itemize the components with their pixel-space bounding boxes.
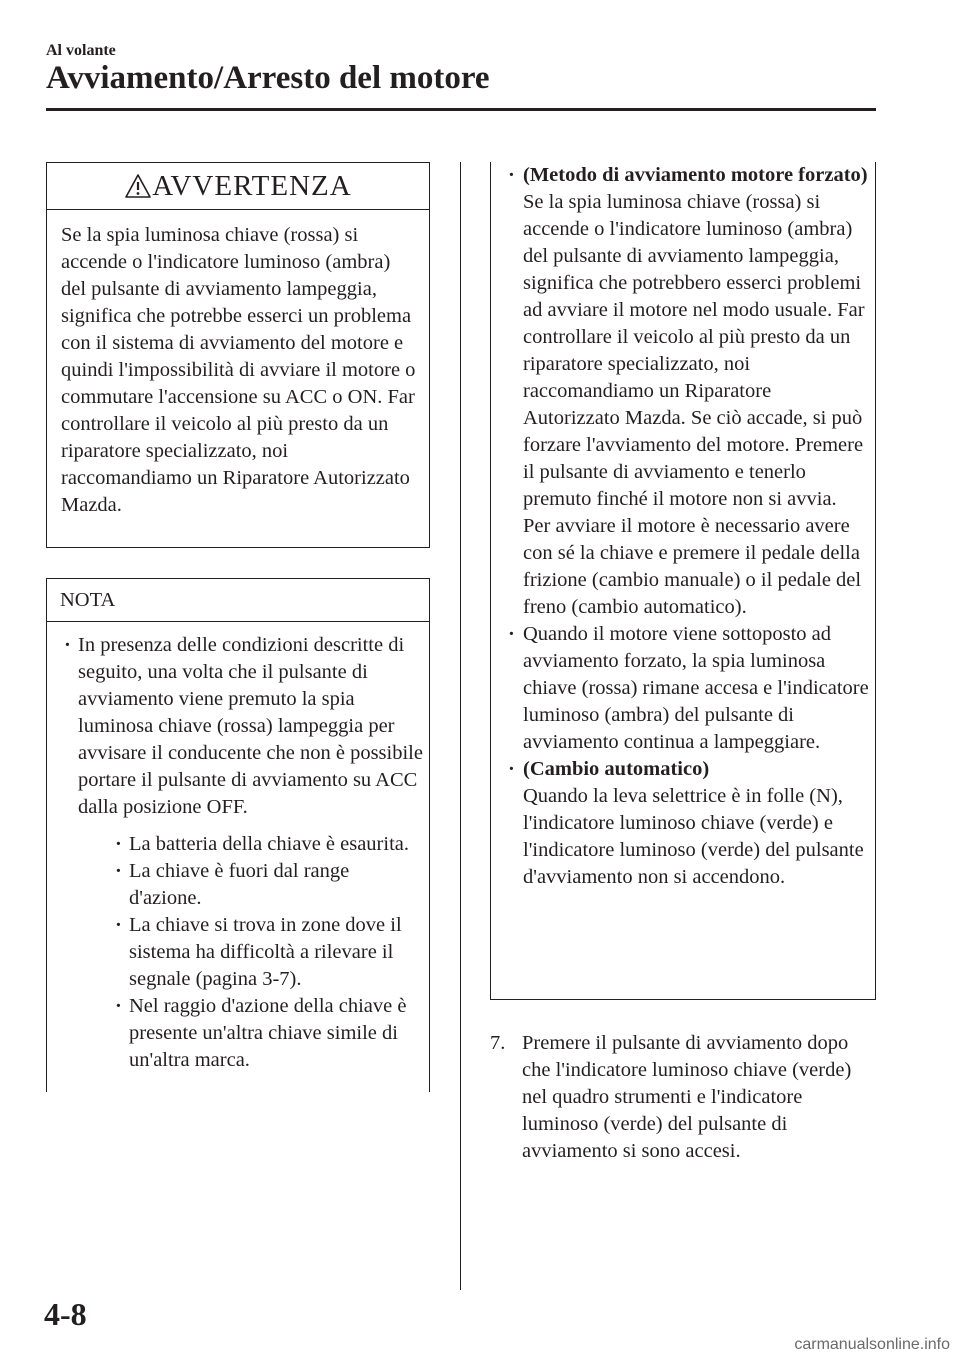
watermark: carmanualsonline.info	[794, 1336, 950, 1353]
note-box	[46, 578, 430, 1092]
step-number: 7.	[490, 1032, 506, 1054]
item-text: Quando il motore viene sottoposto ad avviamento forzato, la spia luminosa chiave (rossa) rimane accesa e l'indicatore luminoso (ambra) del pulsante di avviamento continua a lampeggiare.	[523, 623, 869, 753]
list-item	[47, 632, 423, 1074]
item-heading: (Metodo di avviamento motore forzato)	[523, 164, 868, 186]
list-item: · La chiave è fuori dal range d'azione.	[78, 858, 423, 912]
list-item	[491, 621, 869, 756]
warning-box	[46, 162, 430, 548]
note-title: NOTA	[47, 579, 429, 622]
warning-triangle-icon	[124, 173, 152, 199]
warning-title: AVVERTENZA	[152, 169, 352, 202]
list-item	[491, 162, 869, 621]
list-item: · Nel raggio d'azione della chiave è presente un'altra chiave simile di un'altra marca.	[78, 993, 423, 1074]
item-text: Quando la leva selettrice è in folle (N), l'indicatore luminoso chiave (verde) e l'indicatore luminoso (verde) del pulsante d'avviamento non si accendono.	[523, 785, 864, 888]
warning-header	[47, 163, 429, 210]
section-label: Al volante	[46, 42, 116, 59]
note-continuation-box	[490, 162, 876, 1000]
item-text: Se la spia luminosa chiave (rossa) si accende o l'indicatore luminoso (ambra) del pulsante di avviamento lampeggia, significa che potrebbero esserci problemi ad avviare il motore nel modo usuale. Far controllare il veicolo al più presto da un riparatore specializzato, noi raccomandiamo un Riparatore Autorizzato Mazda. Se ciò accade, si può forzare l'avviamento del motore. Premere il pulsante di avviamento e tenerlo premuto finché il motore non si avvia. Per avviare il motore è necessario avere con sé la chiave e premere il pedale della frizione (cambio manuale) o il pedale del freno (cambio automatico).	[523, 191, 865, 618]
list-item: · La chiave si trova in zone dove il sistema ha difficoltà a rilevare il segnale (pagina 3-7).	[78, 912, 423, 993]
step-text: Premere il pulsante di avviamento dopo che l'indicatore luminoso chiave (verde) nel quadro strumenti e l'indicatore luminoso (verde) del pulsante di avviamento si sono accesi.	[522, 1032, 852, 1162]
title-rule	[46, 108, 876, 111]
list-item: · La batteria della chiave è esaurita.	[78, 831, 423, 858]
page-title: Avviamento/Arresto del motore	[46, 60, 490, 96]
column-divider	[460, 162, 461, 1290]
list-item	[491, 756, 869, 891]
step-7	[490, 1030, 876, 1165]
item-heading: (Cambio automatico)	[523, 758, 710, 780]
note-item-text: In presenza delle condizioni descritte di seguito, una volta che il pulsante di avviamento viene premuto la spia luminosa chiave (rossa) lampeggia per avvisare il conducente che non è possibile portare il pulsante di avviamento su ACC dalla posizione OFF.	[78, 634, 423, 818]
warning-text: Se la spia luminosa chiave (rossa) si accende o l'indicatore luminoso (ambra) del pulsante di avviamento lampeggia, significa che potrebbe esserci un problema con il sistema di avviamento del motore e quindi l'impossibilità di avviare il motore o commutare l'accensione su ACC o ON. Far controllare il veicolo al più presto da un riparatore specializzato, noi raccomandiamo un Riparatore Autorizzato Mazda.	[61, 224, 416, 516]
page-number: 4-8	[44, 1296, 87, 1332]
